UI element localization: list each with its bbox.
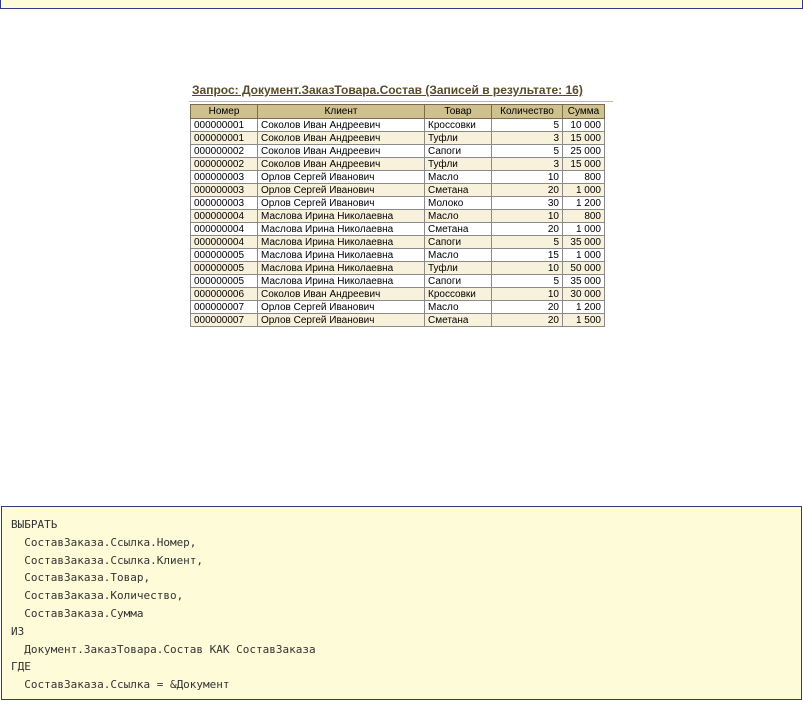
quantity-cell: 10	[492, 288, 563, 301]
product-cell: Сапоги	[425, 236, 492, 249]
query-result-panel	[189, 82, 613, 352]
quantity-cell: 5	[492, 119, 563, 132]
client-cell: Маслова Ирина Николаевна	[258, 262, 425, 275]
table-row[interactable]	[191, 145, 605, 158]
table-row[interactable]	[191, 249, 605, 262]
amount-cell: 800	[563, 171, 605, 184]
amount-cell: 1 000	[563, 249, 605, 262]
client-cell: Орлов Сергей Иванович	[258, 314, 425, 327]
product-cell: Кроссовки	[425, 119, 492, 132]
quantity-cell: 10	[492, 210, 563, 223]
table-row[interactable]	[191, 184, 605, 197]
number-cell: 000000007	[191, 301, 258, 314]
product-cell: Масло	[425, 210, 492, 223]
client-cell: Орлов Сергей Иванович	[258, 184, 425, 197]
product-cell: Сапоги	[425, 145, 492, 158]
table-row[interactable]	[191, 275, 605, 288]
number-cell: 000000004	[191, 210, 258, 223]
product-cell: Сметана	[425, 184, 492, 197]
amount-cell: 800	[563, 210, 605, 223]
query-line: ИЗ	[11, 624, 25, 638]
query-line: Документ.ЗаказТовара.Состав КАК СоставЗаказа	[11, 642, 316, 656]
amount-cell: 1 500	[563, 314, 605, 327]
header-row	[191, 105, 605, 119]
table-row[interactable]	[191, 197, 605, 210]
query-line: ГДЕ	[11, 660, 31, 674]
top-code-box	[0, 0, 803, 9]
query-line: СоставЗаказа.Ссылка.Клиент,	[11, 553, 204, 567]
quantity-cell: 10	[492, 262, 563, 275]
amount-cell: 15 000	[563, 158, 605, 171]
quantity-cell: 5	[492, 275, 563, 288]
number-cell: 000000003	[191, 184, 258, 197]
title-divider	[189, 101, 613, 102]
table-row[interactable]	[191, 132, 605, 145]
quantity-cell: 20	[492, 314, 563, 327]
query-line: СоставЗаказа.Товар,	[11, 571, 151, 585]
client-cell: Соколов Иван Андреевич	[258, 288, 425, 301]
query-line: СоставЗаказа.Ссылка = &Документ	[11, 678, 230, 692]
column-header-amount[interactable]: Сумма	[563, 105, 605, 119]
table-row[interactable]	[191, 314, 605, 327]
client-cell: Соколов Иван Андреевич	[258, 145, 425, 158]
amount-cell: 15 000	[563, 132, 605, 145]
product-cell: Масло	[425, 249, 492, 262]
product-cell: Кроссовки	[425, 288, 492, 301]
amount-cell: 1 200	[563, 301, 605, 314]
quantity-cell: 15	[492, 249, 563, 262]
amount-cell: 30 000	[563, 288, 605, 301]
amount-cell: 25 000	[563, 145, 605, 158]
product-cell: Молоко	[425, 197, 492, 210]
number-cell: 000000007	[191, 314, 258, 327]
client-cell: Маслова Ирина Николаевна	[258, 236, 425, 249]
table-row[interactable]	[191, 236, 605, 249]
amount-cell: 35 000	[563, 236, 605, 249]
client-cell: Маслова Ирина Николаевна	[258, 275, 425, 288]
number-cell: 000000003	[191, 197, 258, 210]
table-row[interactable]	[191, 171, 605, 184]
product-cell: Масло	[425, 171, 492, 184]
number-cell: 000000005	[191, 249, 258, 262]
quantity-cell: 30	[492, 197, 563, 210]
column-header-quantity[interactable]: Количество	[492, 105, 563, 119]
column-header-client[interactable]: Клиент	[258, 105, 425, 119]
client-cell: Соколов Иван Андреевич	[258, 158, 425, 171]
table-row[interactable]	[191, 158, 605, 171]
number-cell: 000000002	[191, 158, 258, 171]
quantity-cell: 20	[492, 184, 563, 197]
amount-cell: 10 000	[563, 119, 605, 132]
quantity-cell: 3	[492, 158, 563, 171]
amount-cell: 1 000	[563, 223, 605, 236]
query-line: СоставЗаказа.Количество,	[11, 589, 184, 603]
client-cell: Маслова Ирина Николаевна	[258, 223, 425, 236]
result-table	[190, 104, 605, 327]
table-row[interactable]	[191, 223, 605, 236]
client-cell: Маслова Ирина Николаевна	[258, 249, 425, 262]
product-cell: Сметана	[425, 223, 492, 236]
client-cell: Орлов Сергей Иванович	[258, 197, 425, 210]
client-cell: Орлов Сергей Иванович	[258, 171, 425, 184]
number-cell: 000000003	[191, 171, 258, 184]
quantity-cell: 5	[492, 236, 563, 249]
number-cell: 000000004	[191, 223, 258, 236]
query-line: СоставЗаказа.Сумма	[11, 606, 144, 620]
column-header-product[interactable]: Товар	[425, 105, 492, 119]
quantity-cell: 5	[492, 145, 563, 158]
product-cell: Туфли	[425, 158, 492, 171]
table-row[interactable]	[191, 210, 605, 223]
number-cell: 000000005	[191, 262, 258, 275]
number-cell: 000000002	[191, 145, 258, 158]
client-cell: Соколов Иван Андреевич	[258, 132, 425, 145]
table-row[interactable]	[191, 288, 605, 301]
quantity-cell: 20	[492, 223, 563, 236]
client-cell: Соколов Иван Андреевич	[258, 119, 425, 132]
client-cell: Орлов Сергей Иванович	[258, 301, 425, 314]
amount-cell: 35 000	[563, 275, 605, 288]
number-cell: 000000006	[191, 288, 258, 301]
amount-cell: 1 200	[563, 197, 605, 210]
product-cell: Туфли	[425, 262, 492, 275]
number-cell: 000000004	[191, 236, 258, 249]
query-line: СоставЗаказа.Ссылка.Номер,	[11, 535, 197, 549]
query-code-box[interactable]	[1, 506, 802, 700]
product-cell: Туфли	[425, 132, 492, 145]
product-cell: Масло	[425, 301, 492, 314]
product-cell: Сапоги	[425, 275, 492, 288]
quantity-cell: 20	[492, 301, 563, 314]
client-cell: Маслова Ирина Николаевна	[258, 210, 425, 223]
query-text	[2, 507, 801, 694]
table-row[interactable]	[191, 119, 605, 132]
product-cell: Сметана	[425, 314, 492, 327]
query-line: ВЫБРАТЬ	[11, 518, 58, 531]
table-row[interactable]	[191, 262, 605, 275]
number-cell: 000000005	[191, 275, 258, 288]
amount-cell: 50 000	[563, 262, 605, 275]
number-cell: 000000001	[191, 132, 258, 145]
result-title: Запрос: Документ.ЗаказТовара.Состав (Записей в результате: 16)	[192, 83, 583, 97]
quantity-cell: 3	[492, 132, 563, 145]
number-cell: 000000001	[191, 119, 258, 132]
column-header-number[interactable]: Номер	[191, 105, 258, 119]
quantity-cell: 10	[492, 171, 563, 184]
table-row[interactable]	[191, 301, 605, 314]
amount-cell: 1 000	[563, 184, 605, 197]
